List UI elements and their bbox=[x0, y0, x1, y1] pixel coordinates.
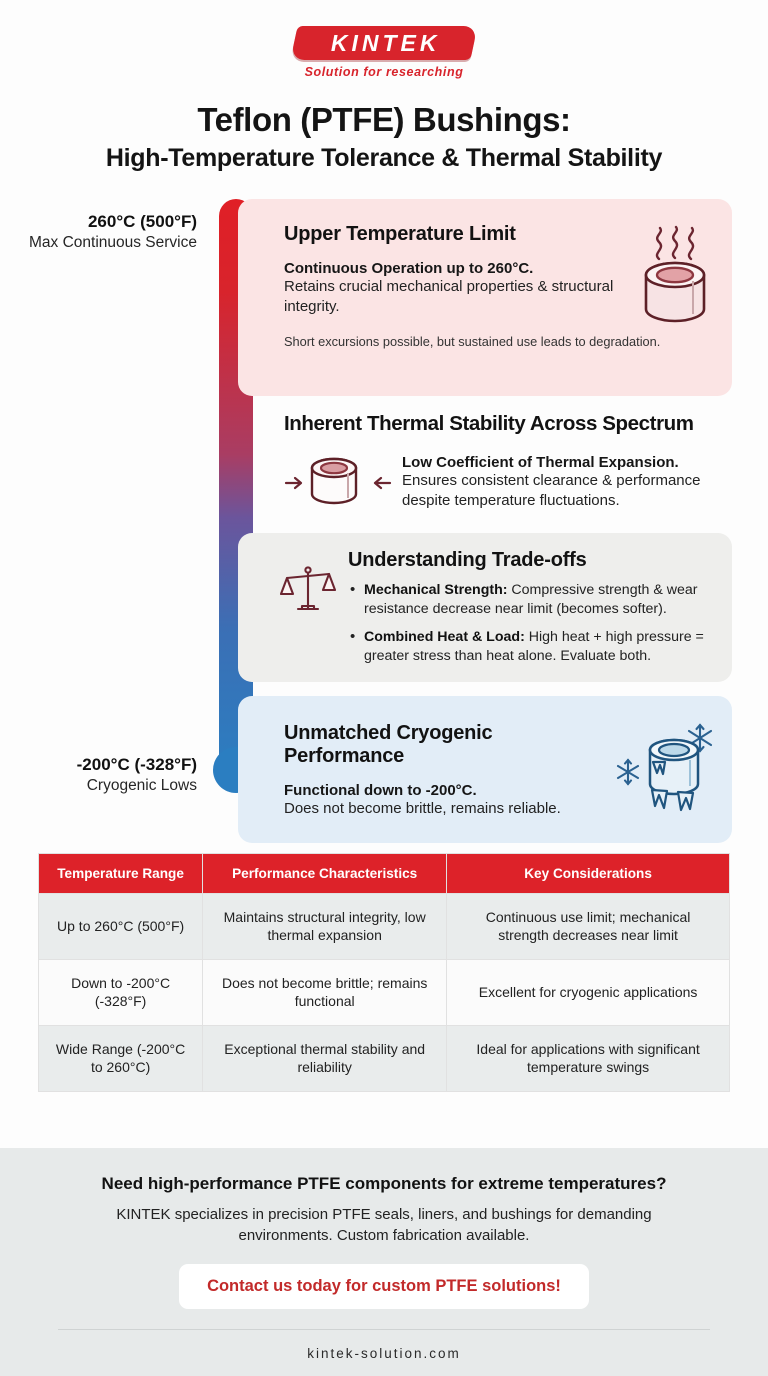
table-row bbox=[39, 959, 729, 1025]
page-title bbox=[0, 101, 768, 173]
tradeoffs-heading: Understanding Trade-offs bbox=[348, 549, 587, 571]
contact-cta-button[interactable]: Contact us today for custom PTFE solutions! bbox=[179, 1264, 589, 1309]
logo-tagline: Solution for researching bbox=[304, 65, 464, 79]
hot-limit-label bbox=[22, 211, 197, 253]
balance-scale-icon bbox=[280, 549, 336, 624]
middle-lead: Low Coefficient of Thermal Expansion. bbox=[402, 454, 679, 471]
footer-divider bbox=[58, 1329, 710, 1330]
middle-heading: Inherent Thermal Stability Across Spectrum bbox=[284, 412, 694, 435]
footer-heading: Need high-performance PTFE components for extreme temperatures? bbox=[101, 1174, 667, 1193]
cryogenic-performance-card bbox=[238, 696, 732, 843]
bullet-label: Combined Heat & Load: bbox=[364, 629, 525, 646]
hot-card-note: Short excursions possible, but sustained use leads to degradation. bbox=[284, 333, 661, 349]
cell-performance: Does not become brittle; remains functional bbox=[203, 959, 447, 1025]
comparison-table bbox=[38, 853, 730, 1092]
website-domain[interactable]: kintek-solution.com bbox=[307, 1346, 461, 1361]
column-header-considerations: Key Considerations bbox=[447, 854, 729, 894]
cold-limit-value: -200°C (-328°F) bbox=[76, 755, 197, 774]
hot-limit-value: 260°C (500°F) bbox=[87, 212, 197, 231]
table-row bbox=[39, 1025, 729, 1090]
footer-cta-section bbox=[0, 1148, 768, 1376]
logo-banner bbox=[290, 26, 477, 60]
hot-card-body: Retains crucial mechanical properties & structural integrity. bbox=[284, 278, 614, 316]
list-item bbox=[348, 581, 714, 619]
middle-body: Ensures consistent clearance & performance despite temperature fluctuations. bbox=[402, 472, 701, 510]
thermal-stability-section bbox=[238, 396, 732, 523]
hot-card-lead: Continuous Operation up to 260°C. bbox=[284, 260, 534, 277]
expansion-bushing-icon bbox=[284, 448, 392, 517]
list-item bbox=[348, 628, 714, 666]
upper-temperature-limit-card bbox=[238, 199, 732, 396]
cell-considerations: Excellent for cryogenic applications bbox=[447, 959, 729, 1025]
cold-card-body: Does not become brittle, remains reliable. bbox=[284, 800, 561, 818]
cold-limit-caption: Cryogenic Lows bbox=[86, 777, 197, 795]
table-row bbox=[39, 894, 729, 960]
footer-paragraph: KINTEK specializes in precision PTFE seals, liners, and bushings for demanding environments. Custom fabrication available. bbox=[116, 1206, 652, 1244]
hot-limit-caption: Max Continuous Service bbox=[29, 234, 197, 252]
temperature-diagram bbox=[0, 199, 768, 839]
tradeoffs-card bbox=[238, 533, 732, 682]
cell-performance: Maintains structural integrity, low thermal expansion bbox=[203, 894, 447, 960]
bullet-label: Mechanical Strength: bbox=[364, 582, 508, 598]
title-line-1: Teflon (PTFE) Bushings: bbox=[197, 101, 571, 138]
brand-logo bbox=[0, 0, 768, 79]
hot-bushing-icon bbox=[638, 225, 712, 334]
tradeoffs-bullet-list bbox=[348, 581, 714, 666]
cell-range: Wide Range (-200°C to 260°C) bbox=[39, 1025, 203, 1090]
cell-performance: Exceptional thermal stability and reliability bbox=[203, 1025, 447, 1090]
cold-limit-label bbox=[22, 754, 197, 796]
cell-considerations: Ideal for applications with significant temperature swings bbox=[447, 1025, 729, 1090]
logo-wordmark: KINTEK bbox=[331, 29, 441, 56]
cards-column bbox=[238, 199, 732, 843]
bullet-text: Compressive strength & wear resistance decrease near limit (becomes softer). bbox=[364, 582, 698, 618]
table-header-row bbox=[39, 854, 729, 894]
cell-considerations: Continuous use limit; mechanical strength decreases near limit bbox=[447, 894, 729, 960]
column-header-performance: Performance Characteristics bbox=[203, 854, 447, 894]
frozen-bushing-icon bbox=[614, 716, 718, 825]
cold-card-lead: Functional down to -200°C. bbox=[284, 782, 477, 800]
bullet-text: High heat + high pressure = greater stress than heat alone. Evaluate both. bbox=[364, 629, 704, 665]
cold-card-heading: Unmatched Cryogenic Performance bbox=[284, 722, 493, 768]
hot-card-heading: Upper Temperature Limit bbox=[284, 223, 516, 245]
column-header-temperature-range: Temperature Range bbox=[39, 854, 203, 894]
title-line-2: High-Temperature Tolerance & Thermal Stability bbox=[105, 144, 663, 172]
cell-range: Up to 260°C (500°F) bbox=[39, 894, 203, 960]
cell-range: Down to -200°C (-328°F) bbox=[39, 959, 203, 1025]
